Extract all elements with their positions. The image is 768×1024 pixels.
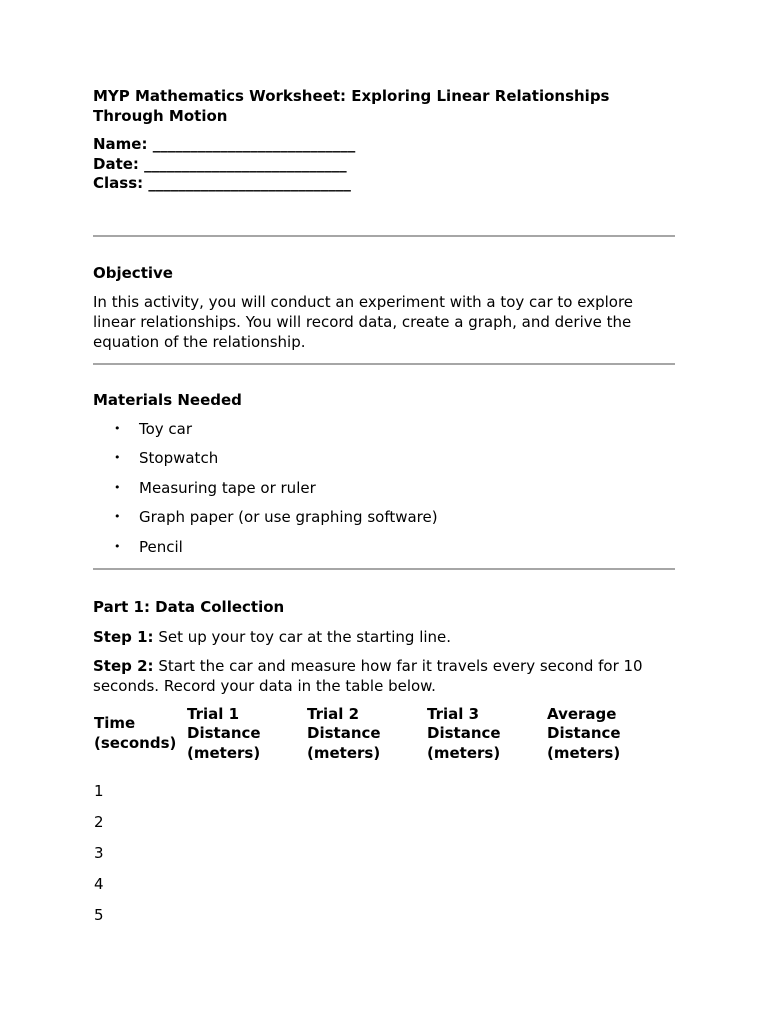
trial-2-cell <box>307 837 427 868</box>
divider <box>93 363 675 365</box>
trial-2-cell <box>307 763 427 806</box>
header-line: (meters) <box>427 743 501 762</box>
bullet-icon: • <box>114 421 121 435</box>
trial-3-cell <box>427 763 547 806</box>
step-text: Start the car and measure how far it travels every second for 10 seconds. Record your data in the table below. <box>93 656 643 695</box>
average-cell <box>547 763 667 806</box>
worksheet-page <box>93 86 675 930</box>
class-field: Class: ___________________________ <box>93 174 351 192</box>
time-cell: 3 <box>94 843 104 862</box>
trial-3-cell <box>427 899 547 930</box>
trial-1-cell <box>187 837 307 868</box>
table-row <box>94 868 667 899</box>
header-trial-2 <box>307 705 427 764</box>
header-line: (meters) <box>307 743 381 762</box>
header-line: Distance <box>187 724 261 742</box>
bullet-icon: • <box>114 480 121 494</box>
table-row <box>94 763 667 806</box>
bullet-icon: • <box>114 539 121 553</box>
header-line: Average <box>547 704 617 723</box>
list-item <box>93 478 675 498</box>
header-line: Distance <box>427 724 501 742</box>
part1-heading: Part 1: Data Collection <box>93 597 285 616</box>
average-cell <box>547 868 667 899</box>
trial-1-cell <box>187 806 307 837</box>
data-table <box>94 705 667 931</box>
header-line: Trial 3 <box>427 704 480 723</box>
list-item <box>93 448 675 468</box>
header-line: Distance <box>547 724 621 742</box>
name-field: Name: ___________________________ <box>93 135 356 153</box>
header-trial-3 <box>427 705 547 764</box>
header-average <box>547 705 667 764</box>
material-label: Measuring tape or ruler <box>139 478 316 497</box>
time-cell: 2 <box>94 812 104 831</box>
date-field: Date: ___________________________ <box>93 154 347 173</box>
header-line: (seconds) <box>94 733 177 752</box>
objective-heading: Objective <box>93 263 173 282</box>
trial-3-cell <box>427 837 547 868</box>
header-trial-1 <box>187 705 307 764</box>
trial-2-cell <box>307 868 427 899</box>
header-line: (meters) <box>547 743 621 762</box>
header-line: Trial 2 <box>307 704 360 723</box>
step-1 <box>93 627 675 647</box>
average-cell <box>547 837 667 868</box>
material-label: Toy car <box>139 419 193 438</box>
time-cell: 1 <box>94 781 104 800</box>
trial-2-cell <box>307 806 427 837</box>
material-label: Stopwatch <box>139 449 219 467</box>
time-cell: 5 <box>94 905 104 924</box>
step-label: Step 1: <box>93 627 154 646</box>
bullet-icon: • <box>114 510 121 523</box>
table-row <box>94 899 667 930</box>
time-cell: 4 <box>94 874 104 893</box>
divider <box>93 568 675 570</box>
materials-heading: Materials Needed <box>93 390 242 409</box>
list-item <box>93 507 675 527</box>
header-line: Distance <box>307 724 381 742</box>
materials-list <box>93 419 675 557</box>
document-title: MYP Mathematics Worksheet: Exploring Linear Relationships Through Motion <box>93 87 610 125</box>
average-cell <box>547 806 667 837</box>
step-label: Step 2: <box>93 656 154 675</box>
header-line: Trial 1 <box>187 704 240 723</box>
list-item <box>93 537 675 557</box>
bullet-icon: • <box>114 451 121 464</box>
material-label: Graph paper (or use graphing software) <box>139 508 438 526</box>
step-text: Set up your toy car at the starting line. <box>153 627 452 646</box>
material-label: Pencil <box>139 537 183 556</box>
trial-3-cell <box>427 868 547 899</box>
list-item <box>93 419 675 439</box>
trial-1-cell <box>187 763 307 806</box>
header-line: Time <box>94 714 136 733</box>
trial-3-cell <box>427 806 547 837</box>
average-cell <box>547 899 667 930</box>
trial-1-cell <box>187 868 307 899</box>
divider <box>93 235 675 237</box>
objective-text: In this activity, you will conduct an experiment with a toy car to explore linear relationships. You will record data, create a graph, and derive the equation of the relationship. <box>93 292 634 351</box>
table-row <box>94 837 667 868</box>
table-header-row <box>94 705 667 764</box>
trial-1-cell <box>187 899 307 930</box>
table-row <box>94 806 667 837</box>
trial-2-cell <box>307 899 427 930</box>
step-2 <box>93 656 675 696</box>
header-line: (meters) <box>187 743 261 762</box>
header-time <box>94 705 187 764</box>
